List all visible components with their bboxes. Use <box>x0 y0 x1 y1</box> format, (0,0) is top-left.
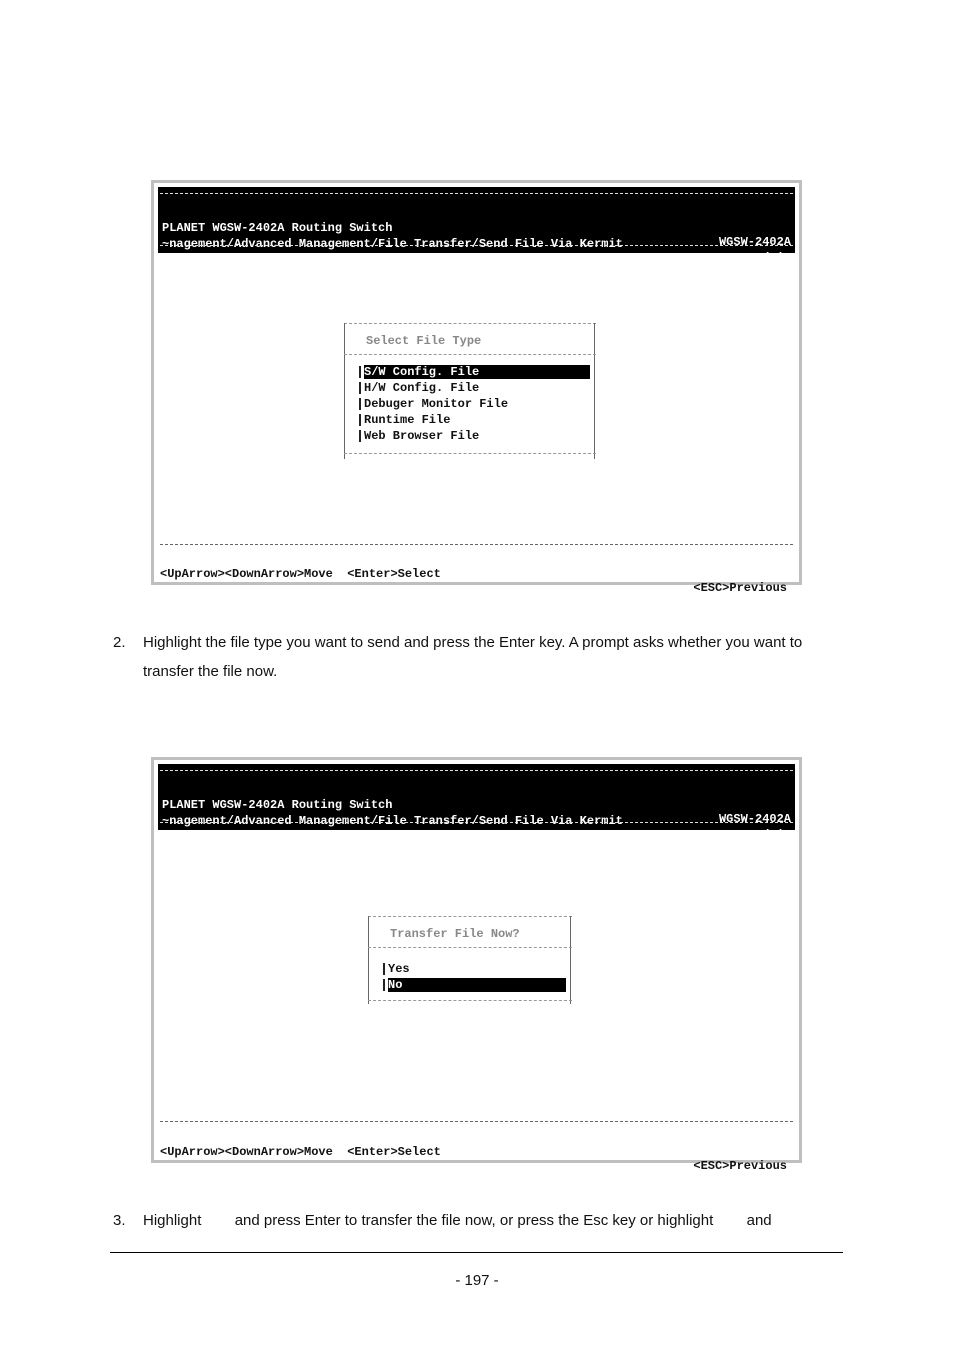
terminal-header <box>158 187 795 265</box>
header-path: ~nagement/Advanced Management/File Transfer/Send File Via Kermit <box>162 814 623 828</box>
screenshot-select-file-type <box>151 180 802 595</box>
step-text: Highlight the file type you want to send and press the Enter key. A prompt asks whether you want to transfer the file now. <box>143 634 803 680</box>
page-number: - 197 - <box>455 1272 499 1289</box>
step-number: 2. <box>113 634 126 651</box>
footer-rule <box>110 1252 843 1253</box>
terminal-window <box>158 187 795 595</box>
header-path: ~nagement/Advanced Management/File Transfer/Send File Via Kermit <box>162 237 623 251</box>
header-device-title: PLANET WGSW-2402A Routing Switch <box>162 798 393 812</box>
transfer-confirm-menu <box>368 916 572 1004</box>
option-web-browser-file[interactable]: Web Browser File <box>364 429 480 443</box>
footer-esc-hint: <ESC>Previous <box>693 581 787 595</box>
header-user: admin <box>754 251 791 265</box>
option-sw-config-file[interactable]: S/W Config. File <box>364 365 590 379</box>
terminal-footer <box>160 1131 793 1173</box>
header-model: WGSW-2402A <box>718 812 791 826</box>
file-type-menu <box>344 323 596 459</box>
menu-title: Transfer File Now? <box>390 927 520 941</box>
header-device-title: PLANET WGSW-2402A Routing Switch <box>162 221 393 235</box>
terminal-header <box>158 764 795 842</box>
menu-title: Select File Type <box>366 334 482 348</box>
footer-key-hints: <UpArrow><DownArrow>Move <Enter>Select <box>160 1145 441 1159</box>
terminal-window <box>158 764 795 1173</box>
option-hw-config-file[interactable]: H/W Config. File <box>364 381 480 395</box>
option-yes[interactable]: Yes <box>388 962 410 976</box>
option-no[interactable]: No <box>388 978 566 992</box>
screenshot-transfer-file-now <box>151 757 802 1173</box>
step-text: Highlight and press Enter to transfer the file now, or press the Esc key or highlight and <box>143 1212 772 1229</box>
terminal-footer <box>160 553 793 595</box>
footer-esc-hint: <ESC>Previous <box>693 1159 787 1173</box>
header-model: WGSW-2402A <box>718 235 791 249</box>
option-debuger-monitor-file[interactable]: Debuger Monitor File <box>364 397 509 411</box>
header-user: admin <box>754 828 791 842</box>
option-runtime-file[interactable]: Runtime File <box>364 413 451 427</box>
step-number: 3. <box>113 1212 126 1229</box>
footer-key-hints: <UpArrow><DownArrow>Move <Enter>Select <box>160 567 441 581</box>
